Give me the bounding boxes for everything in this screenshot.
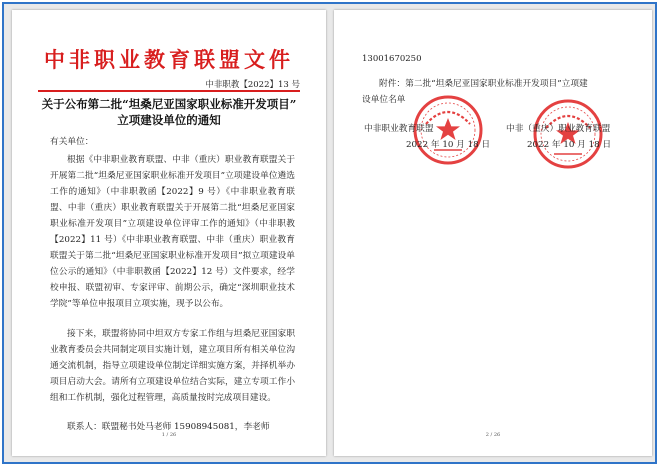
signer-1: 中非职业教育联盟 [364,124,434,134]
page-number: 2 / 26 [485,432,501,438]
document-page-1 [12,10,326,456]
page-number: 1 / 26 [161,432,177,438]
contact-phone: 13001670250 [362,54,422,64]
salutation: 有关单位： [50,137,94,147]
document-page-2 [334,10,652,456]
attachment-line: 附件：第二批“坦桑尼亚国家职业标准开发项目”立项建设单位名单 [362,79,588,105]
contact-line: 联系人：联盟秘书处马老师 15908945081，李老师 [67,422,270,432]
document-number: 中非职教【2022】13 号 [205,80,300,90]
notice-title [32,96,306,128]
signer-2: 中非（重庆）职业教育联盟 [506,124,611,134]
body-paragraph-2: 接下来，联盟将协同中坦双方专家工作组与坦桑尼亚国家职业教育委员会共同制定项目实施计划，建立项目所有相关单位沟通交流机制，指导立项建设单位制定详细实施方案，并择机举办项目启动大会。请所有立项建设单位结合实际，建立专项工作小组和工作机制，强化过程管理，高质量按时完成项目建设。 [50,329,295,403]
signature-date-1: 2022 年 10 月 18 日 [406,140,491,150]
document-masthead: 中非职业教育联盟文件 [44,48,294,72]
signature-date-2: 2022 年 10 月 18 日 [527,140,612,150]
notice-title-line-2: 立项建设单位的通知 [117,113,221,127]
red-divider-line [38,90,300,92]
body-paragraph-1: 根据《中非职业教育联盟、中非（重庆）职业教育联盟关于开展第二批“坦桑尼亚国家职业标准开发项目”立项建设单位遴选工作的通知》（中非职教函【2022】9 号）《中非职业教育联盟、中非（重庆）职业教育联盟关于开展第二批“坦桑尼亚国家职业标准开发项目”立项建设单位评审工作的通知》（中非职教【2022】11 号）《中非职业教育联盟、中非（重庆）职业教育联盟关于第二批“坦桑尼亚国家职业标准开发项目”拟立项建设单位公示的通知》（中非职教函【2022】12 号）文件要求，经学校申报、联盟初审、专家评审、前期公示，确定“深圳职业技术学院”等单位申报项目立项实施，现予以公布。 [50,155,295,309]
document-viewer-frame [2,2,657,464]
notice-title-line-1: 关于公布第二批“坦桑尼亚国家职业标准开发项目” [41,97,297,111]
official-seal-2 [532,98,604,170]
